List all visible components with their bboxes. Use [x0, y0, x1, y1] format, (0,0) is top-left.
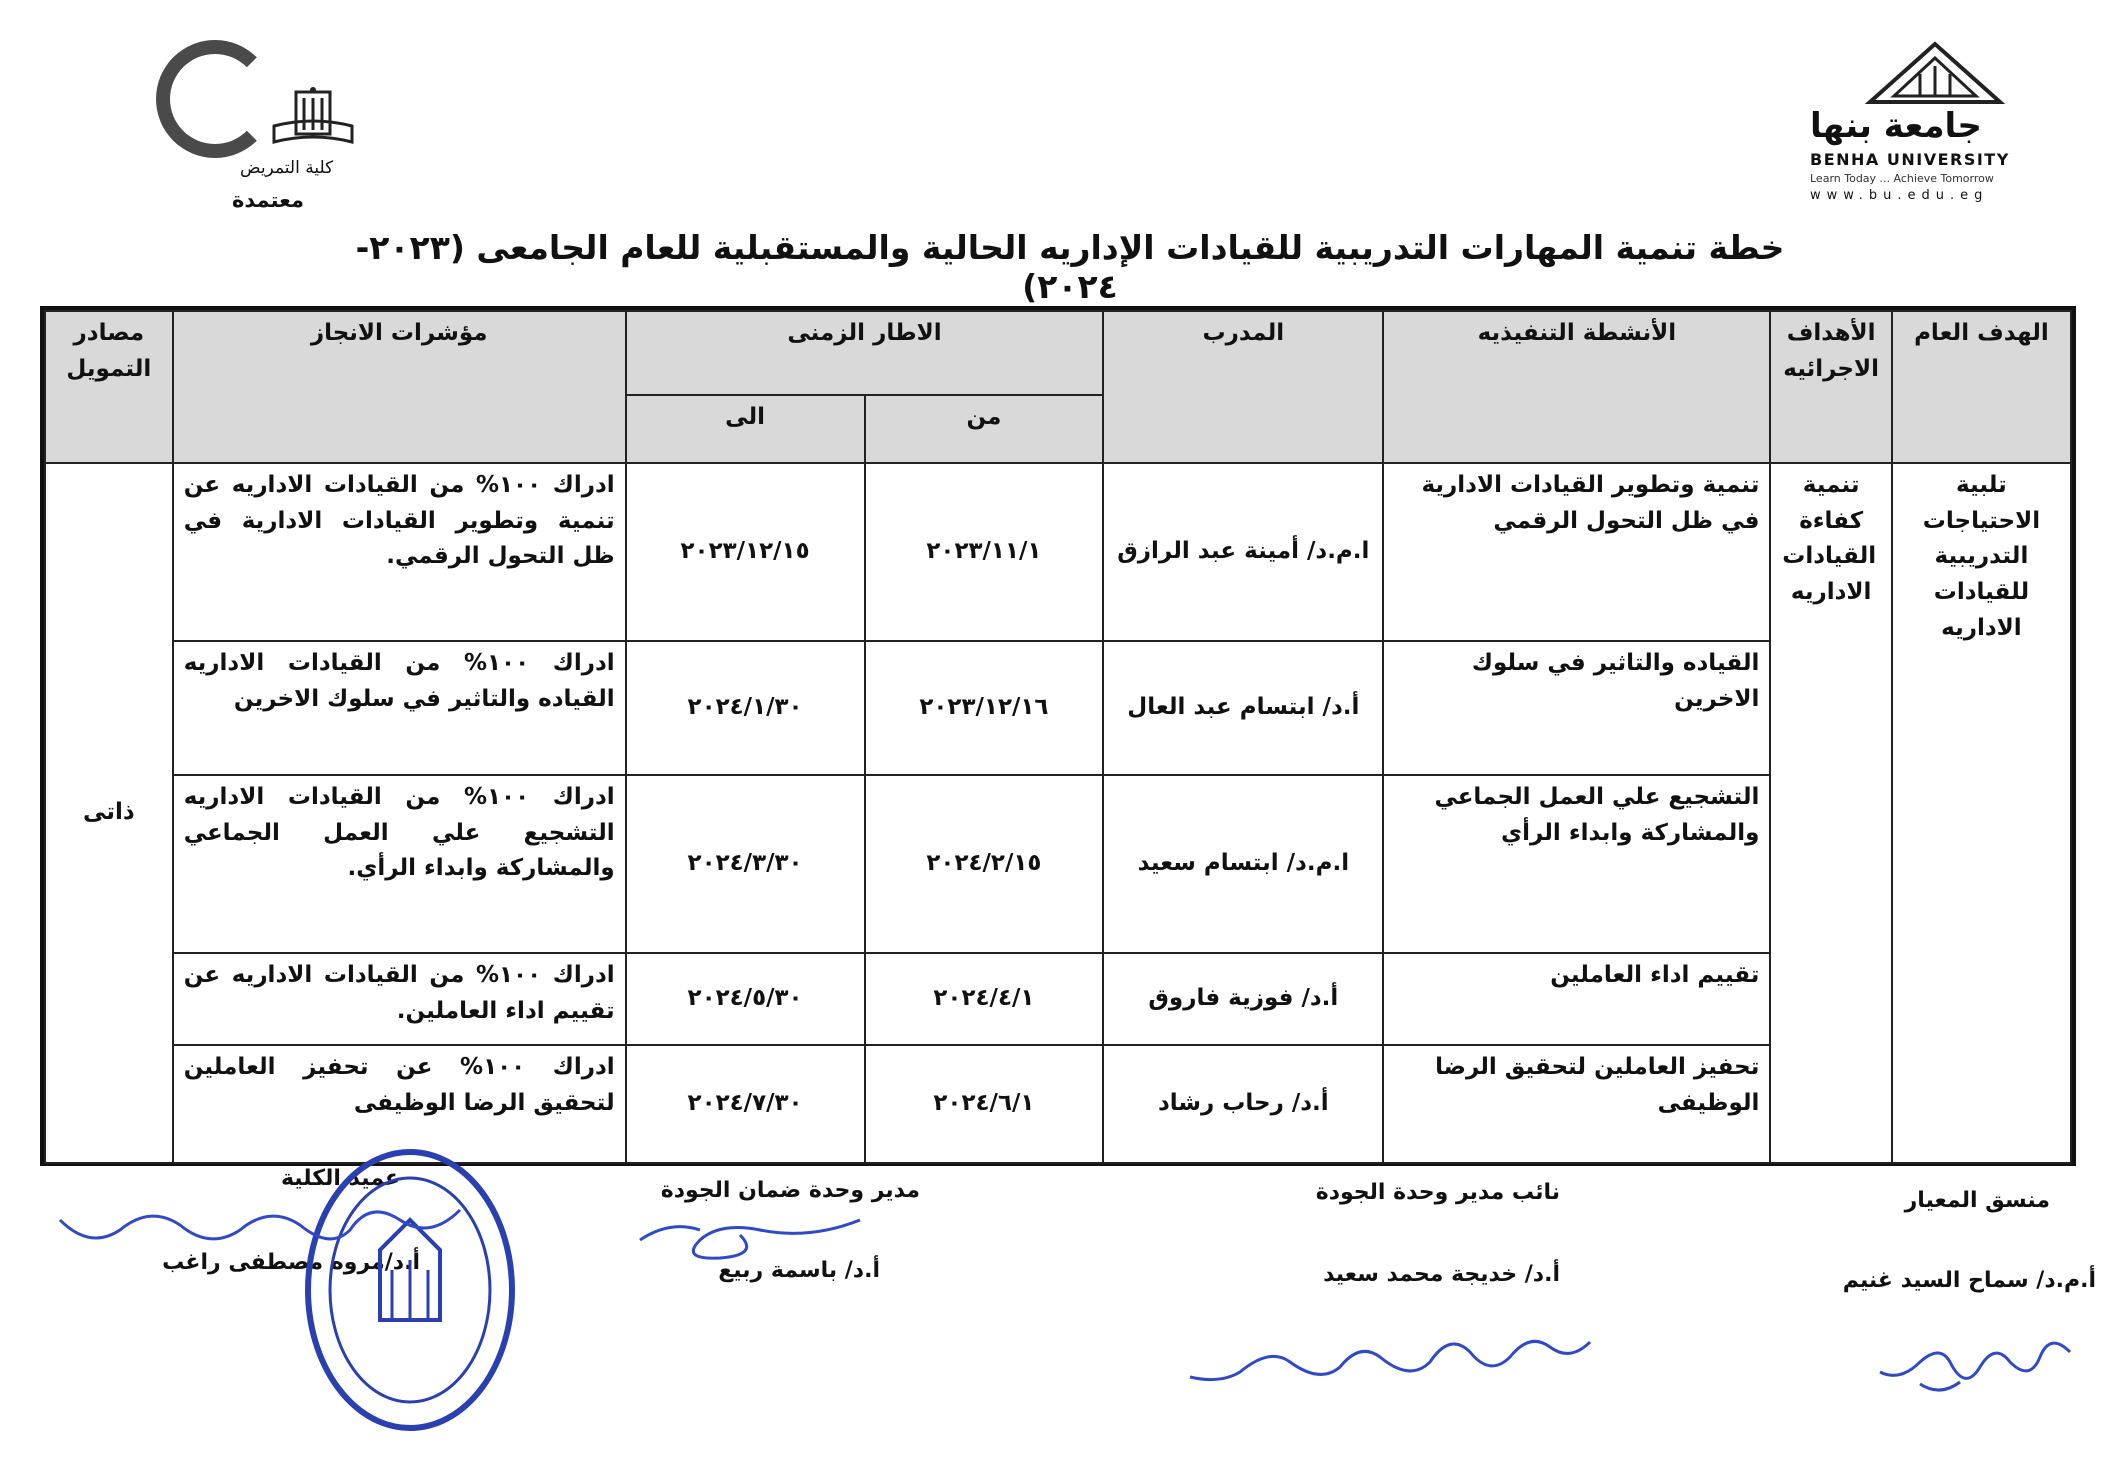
- indicator-cell: ادراك ١٠٠% من القيادات الاداريه عن تنمية وتطوير القيادات الادارية في ظل التحول الرقمي.: [173, 463, 626, 641]
- date-from-cell: ٢٠٢٤/٤/١: [865, 953, 1104, 1045]
- procedural-goal-text: تنمية كفاءة القيادات الاداريه: [1782, 472, 1877, 605]
- date-to-cell: ٢٠٢٤/٥/٣٠: [626, 953, 865, 1045]
- nursing-caption: كلية التمريض: [240, 158, 334, 178]
- header-general-goal: الهدف العام: [1892, 311, 2071, 463]
- indicator-cell: ادراك ١٠٠% من القيادات الاداريه التشجيع علي العمل الجماعي والمشاركة وابداء الرأي.: [173, 775, 626, 953]
- date-to-cell: ٢٠٢٤/٧/٣٠: [626, 1045, 865, 1163]
- table-row: [45, 953, 2071, 1045]
- activity-cell: التشجيع علي العمل الجماعي والمشاركة وابداء الرأي: [1383, 775, 1770, 953]
- date-to-cell: ٢٠٢٤/١/٣٠: [626, 641, 865, 775]
- header-from: من: [865, 395, 1104, 463]
- signature-scribble-deputy-icon: [1180, 1322, 1600, 1392]
- signature-name-quality-director: أ.د/ باسمة ربيع: [718, 1258, 880, 1283]
- signature-name-standard-coordinator: أ.م.د/ سماح السيد غنيم: [1842, 1268, 2096, 1293]
- activity-cell: تحفيز العاملين لتحقيق الرضا الوظيفى: [1383, 1045, 1770, 1163]
- table-row: [45, 463, 2071, 641]
- date-from-cell: ٢٠٢٤/٦/١: [865, 1045, 1104, 1163]
- training-plan-table: [40, 306, 2076, 1166]
- indicator-cell: ادراك ١٠٠% من القيادات الاداريه القياده والتاثير في سلوك الاخرين: [173, 641, 626, 775]
- benha-university-logo: [1800, 40, 2060, 210]
- date-to-cell: ٢٠٢٣/١٢/١٥: [626, 463, 865, 641]
- date-to-cell: ٢٠٢٤/٣/٣٠: [626, 775, 865, 953]
- funding-cell: ذاتى: [45, 463, 173, 1163]
- benha-english-name: BENHA UNIVERSITY: [1810, 150, 2010, 169]
- signature-title-dean: عميد الكلية: [280, 1166, 400, 1191]
- benha-website: www.bu.edu.eg: [1810, 188, 1989, 203]
- general-goal-cell: [1892, 463, 2071, 1163]
- signature-title-deputy-quality: نائب مدير وحدة الجودة: [1315, 1180, 1560, 1205]
- signature-name-deputy-quality: أ.د/ خديجة محمد سعيد: [1323, 1262, 1560, 1287]
- date-from-cell: ٢٠٢٣/١٢/١٦: [865, 641, 1104, 775]
- nursing-faculty-logo: [150, 40, 380, 180]
- table-row: [45, 641, 2071, 775]
- document-title: خطة تنمية المهارات التدريبية للقيادات الإداريه الحالية والمستقبلية للعام الجامعى (٢٠٢٣- ٢٠٢٤): [355, 228, 1785, 306]
- header-trainer: المدرب: [1103, 311, 1383, 463]
- trainer-cell: ا.م.د/ أمينة عبد الرازق: [1103, 463, 1383, 641]
- table-row: [45, 775, 2071, 953]
- signature-name-dean: أ.د/مروه مصطفى راغب: [162, 1250, 420, 1275]
- signature-scribble-director-icon: [610, 1200, 870, 1280]
- activity-cell: تنمية وتطوير القيادات الادارية في ظل التحول الرقمي: [1383, 463, 1770, 641]
- header-activities: الأنشطة التنفيذيه: [1383, 311, 1770, 463]
- activity-cell: القياده والتاثير في سلوك الاخرين: [1383, 641, 1770, 775]
- book-lamp-icon: [270, 86, 356, 150]
- signature-title-quality-director: مدير وحدة ضمان الجودة: [660, 1178, 920, 1203]
- trainer-cell: ا.م.د/ ابتسام سعيد: [1103, 775, 1383, 953]
- header-procedural-goals: الأهداف الاجرائيه: [1770, 311, 1891, 463]
- header-funding: مصادر التمويل: [45, 311, 173, 463]
- trainer-cell: أ.د/ رحاب رشاد: [1103, 1045, 1383, 1163]
- university-emblem-icon: [1860, 40, 2010, 106]
- benha-arabic-name: جامعة بنها: [1810, 106, 1982, 146]
- activity-cell: تقييم اداء العاملين: [1383, 953, 1770, 1045]
- trainer-cell: أ.د/ ابتسام عبد العال: [1103, 641, 1383, 775]
- benha-slogan: Learn Today ... Achieve Tomorrow: [1810, 172, 1994, 185]
- official-stamp-icon: [300, 1140, 520, 1440]
- accredited-label: معتمدة: [232, 188, 305, 212]
- header-indicators: مؤشرات الانجاز: [173, 311, 626, 463]
- date-from-cell: ٢٠٢٣/١١/١: [865, 463, 1104, 641]
- signature-scribble-coordinator-icon: [1860, 1322, 2080, 1402]
- date-from-cell: ٢٠٢٤/٢/١٥: [865, 775, 1104, 953]
- trainer-cell: أ.د/ فوزية فاروق: [1103, 953, 1383, 1045]
- indicator-cell: ادراك ١٠٠% من القيادات الاداريه عن تقييم اداء العاملين.: [173, 953, 626, 1045]
- header-to: الى: [626, 395, 865, 463]
- general-goal-text: تلبية الاحتياجات التدريبية للقيادات الاداريه: [1922, 472, 2041, 641]
- signature-scribble-dean-icon: [50, 1190, 470, 1260]
- signature-title-standard-coordinator: منسق المعيار: [1904, 1188, 2050, 1213]
- procedural-goal-cell: [1770, 463, 1891, 1163]
- indicator-cell: ادراك ١٠٠% عن تحفيز العاملين لتحقيق الرضا الوظيفى: [173, 1045, 626, 1163]
- crescent-emblem-icon: [156, 40, 274, 158]
- header-timeframe: الاطار الزمنى: [626, 311, 1104, 395]
